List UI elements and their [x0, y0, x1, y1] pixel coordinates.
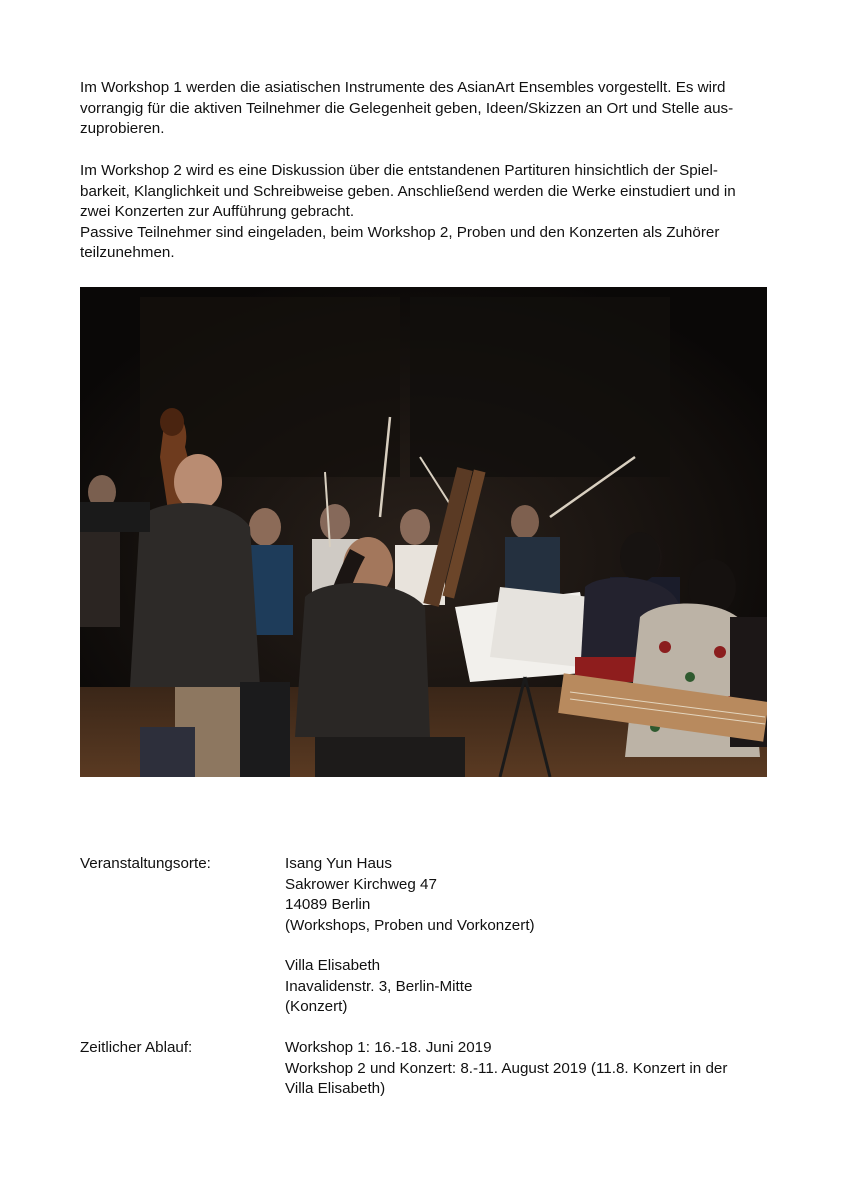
workshop1-paragraph — [80, 78, 770, 140]
address-line: (Konzert) — [285, 998, 348, 1016]
text-line: teilzunehmen. — [80, 244, 175, 262]
schedule-block — [285, 1038, 727, 1100]
text-line: Im Workshop 2 wird es eine Diskussion über die entstandenen Partituren hinsichtlich der Spiel- — [80, 162, 718, 179]
workshop2-paragraph — [80, 161, 770, 264]
schedule-label: Zeitlicher Ablauf: — [80, 1039, 193, 1056]
text-line: Im Workshop 1 werden die asiatischen Instrumente des AsianArt Ensembles vorgestellt. Es wird — [80, 79, 726, 96]
venues-label: Veranstaltungsorte: — [80, 855, 211, 872]
text-line: zuprobieren. — [80, 120, 165, 138]
text-line: barkeit, Klanglichkeit und Schreibweise geben. Anschließend werden die Werke einstudiert und in — [80, 182, 736, 200]
text-line: vorrangig für die aktiven Teilnehmer die Gelegenheit geben, Ideen/Skizzen an Ort und Stelle aus- — [80, 99, 734, 117]
schedule-line: Workshop 2 und Konzert: 8.-11. August 2019 (11.8. Konzert in der — [285, 1059, 728, 1077]
schedule-line: Workshop 1: 16.-18. Juni 2019 — [285, 1039, 492, 1056]
text-line: Passive Teilnehmer sind eingeladen, beim Workshop 2, Proben und den Konzerten als Zuhörer — [80, 223, 720, 241]
address-line: Isang Yun Haus — [285, 855, 392, 872]
address-line: Villa Elisabeth — [285, 957, 381, 974]
ensemble-rehearsal-photo — [80, 287, 767, 777]
address-line: 14089 Berlin — [285, 896, 371, 914]
address-line: Inavalidenstr. 3, Berlin-Mitte — [285, 977, 473, 995]
schedule-line: Villa Elisabeth) — [285, 1080, 386, 1098]
address-line: (Workshops, Proben und Vorkonzert) — [285, 916, 535, 934]
text-line: zwei Konzerten zur Aufführung gebracht. — [80, 203, 355, 221]
venue-villa-elisabeth — [285, 956, 472, 1018]
address-line: Sakrower Kirchweg 47 — [285, 875, 437, 893]
venue-isang-yun-haus — [285, 854, 535, 936]
